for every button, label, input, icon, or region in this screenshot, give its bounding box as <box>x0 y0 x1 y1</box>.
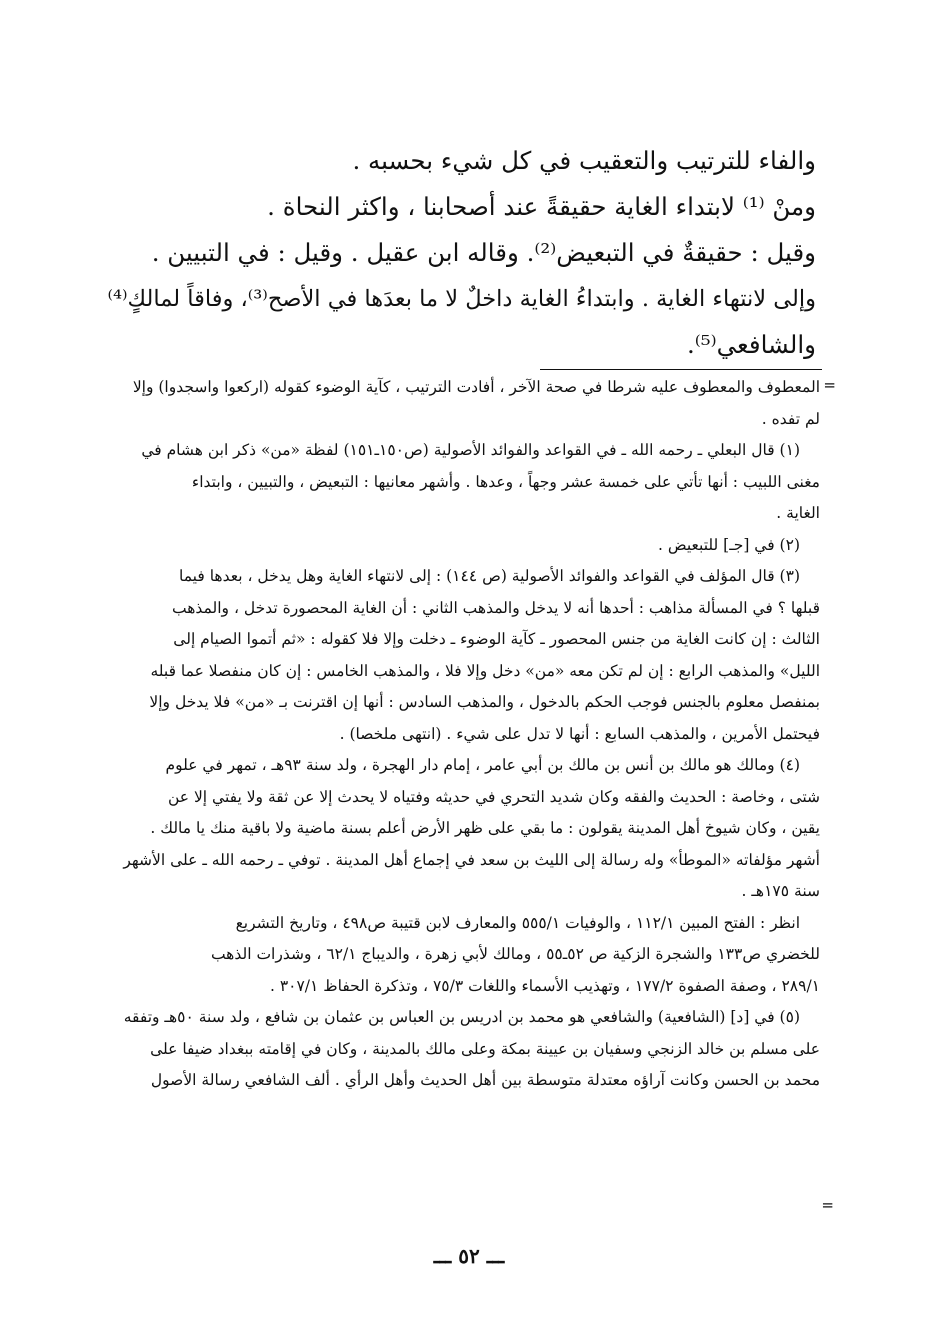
main-line: والشافعي⁽⁵⁾. <box>686 330 816 359</box>
footnote-line: مغنى اللبيب : أنها تأتي على خمسة عشر وجهاً ، وعدها . وأشهر معانيها : التبعيض ، والتبيين ، وابتداء <box>191 472 820 491</box>
continuation-mark-bottom: = <box>821 1196 834 1214</box>
footnote-line: (٣) قال المؤلف في القواعد والفوائد الأصولية (ص ١٤٤) : إلى لانتهاء الغاية وهل يدخل ، بعدها فيما <box>179 567 800 585</box>
footnote-line: للخضري ص١٣٣ والشجرة الزكية ص ٥٢ـ٥٥ ، ومالك لأبي زهرة ، والديباج ٦٢/١ ، وشذرات الذهب <box>210 945 820 963</box>
footnote-line: بمنفصل معلوم بالجنس فوجب الحكم بالدخول ، والمذهب السادس : أنها إن اقترنت بـ «من» فلا يدخل وإلا <box>149 693 820 711</box>
footnote-line: يقين ، وكان شيوخ أهل المدينة يقولون : ما بقي على ظهر الأرض أعلم بسنة ماضية ولا باقية منك يا مالك . <box>150 819 820 837</box>
footnote-line: (١) قال البعلي ـ رحمه الله ـ في القواعد والفوائد الأصولية (ص١٥٠ـ١٥١) لفظة «من» ذكر ابن هشام في <box>141 441 800 459</box>
main-line: ومنْ ⁽¹⁾ لابتداء الغاية حقيقةً عند أصحابنا ، واكثر النحاة . <box>267 192 816 221</box>
continuation-mark-top: = <box>823 376 836 394</box>
main-text <box>96 138 816 368</box>
footnote-line: (٤) ومالك هو مالك بن أنس بن مالك بن أبي عامر ، إمام دار الهجرة ، ولد سنة ٩٣هـ ، تمهر في علوم <box>165 756 800 774</box>
footnote-line: شتى ، وخاصة : الحديث والفقه وكان شديد التحري في حديثه وفتياه لا يحدث إلا عن ثقة ولا يفتي إلا عن <box>167 787 820 806</box>
footnote-line: الليل» والمذهب الرابع : إن لم تكن معه «من» دخل وإلا فلا ، والمذهب الخامس : إن كان منفصلا عما قبله <box>150 661 820 680</box>
main-line: والفاء للترتيب والتعقيب في كل شيء بحسبه . <box>352 146 816 175</box>
footnote-line: أشهر مؤلفاته «الموطأ» وله رسالة إلى الليث بن سعد في إجماع أهل المدينة . توفي ـ رحمه الله ـ على الأشهر <box>123 850 820 869</box>
footnote-line: لم تفده . <box>761 409 820 428</box>
footnote-line: سنة ١٧٥هـ . <box>741 882 820 900</box>
footnote-line: (٥) في [د] (الشافعية) والشافعي هو محمد بن ادريس بن العباس بن عثمان بن شافع ، ولد سنة ٥٠هـ وتفقه <box>123 1008 800 1026</box>
footnote-line: انظر : الفتح المبين ١١٢/١ ، والوفيات ٥٥٥/١ والمعارف لابن قتيبة ص٤٩٨ ، وتاريخ التشريع <box>235 913 800 932</box>
footnotes <box>114 372 820 1097</box>
footnote-line: فيحتمل الأمرين ، والمذهب السابع : أنها لا تدل على شيء . (انتهى ملخصا) . <box>339 724 820 743</box>
footnote-line: الغاية . <box>776 504 820 522</box>
footnote-divider <box>540 369 822 370</box>
main-line: وإلى لانتهاء الغاية . وابتداءُ الغاية داخلٌ لا ما بعدَها في الأصح⁽³⁾، وفاقاً لمالكٍ⁽⁴⁾ <box>107 286 816 312</box>
main-line: وقيل : حقيقةٌ في التبعيض⁽²⁾. وقاله ابن عقيل . وقيل : في التبيين . <box>151 238 816 267</box>
footnote-line: محمد بن الحسن وكانت آراؤه معتدلة متوسطة بين أهل الحديث وأهل الرأي . ألف الشافعي رسالة الأصول <box>150 1071 820 1089</box>
footnote-line: على مسلم بن خالد الزنجي وسفيان بن عيينة بمكة وعلى مالك بالمدينة ، وكان في إقامته ببغداد ضيفا على <box>150 1039 820 1058</box>
footnote-line: قبلها ؟ في المسألة مذاهب : أحدها أنه لا يدخل والمذهب الثاني : أن الغاية المحصورة تدخل ، والمذهب <box>172 598 820 617</box>
footnote-line: ٢٨٩/١ ، وصفة الصفوة ١٧٧/٢ ، وتهذيب الأسماء واللغات ٧٥/٣ ، وتذكرة الحفاظ ٣٠٧/١ . <box>269 976 820 995</box>
page-number: ـــ ٥٢ ـــ <box>433 1244 505 1268</box>
footnote-line: (٢) في [جـ] للتبعيض . <box>658 535 800 554</box>
footnote-line: المعطوف والمعطوف عليه شرطا في صحة الآخر ، أفادت الترتيب ، كآية الوضوء كقوله (اركعوا واسجدوا) وإلا <box>132 378 820 396</box>
footnote-line: الثالث : إن كانت الغاية من جنس المحصور ـ كآية الوضوء ـ دخلت وإلا فلا كقوله : «ثم أتموا الصيام إلى <box>173 630 820 648</box>
